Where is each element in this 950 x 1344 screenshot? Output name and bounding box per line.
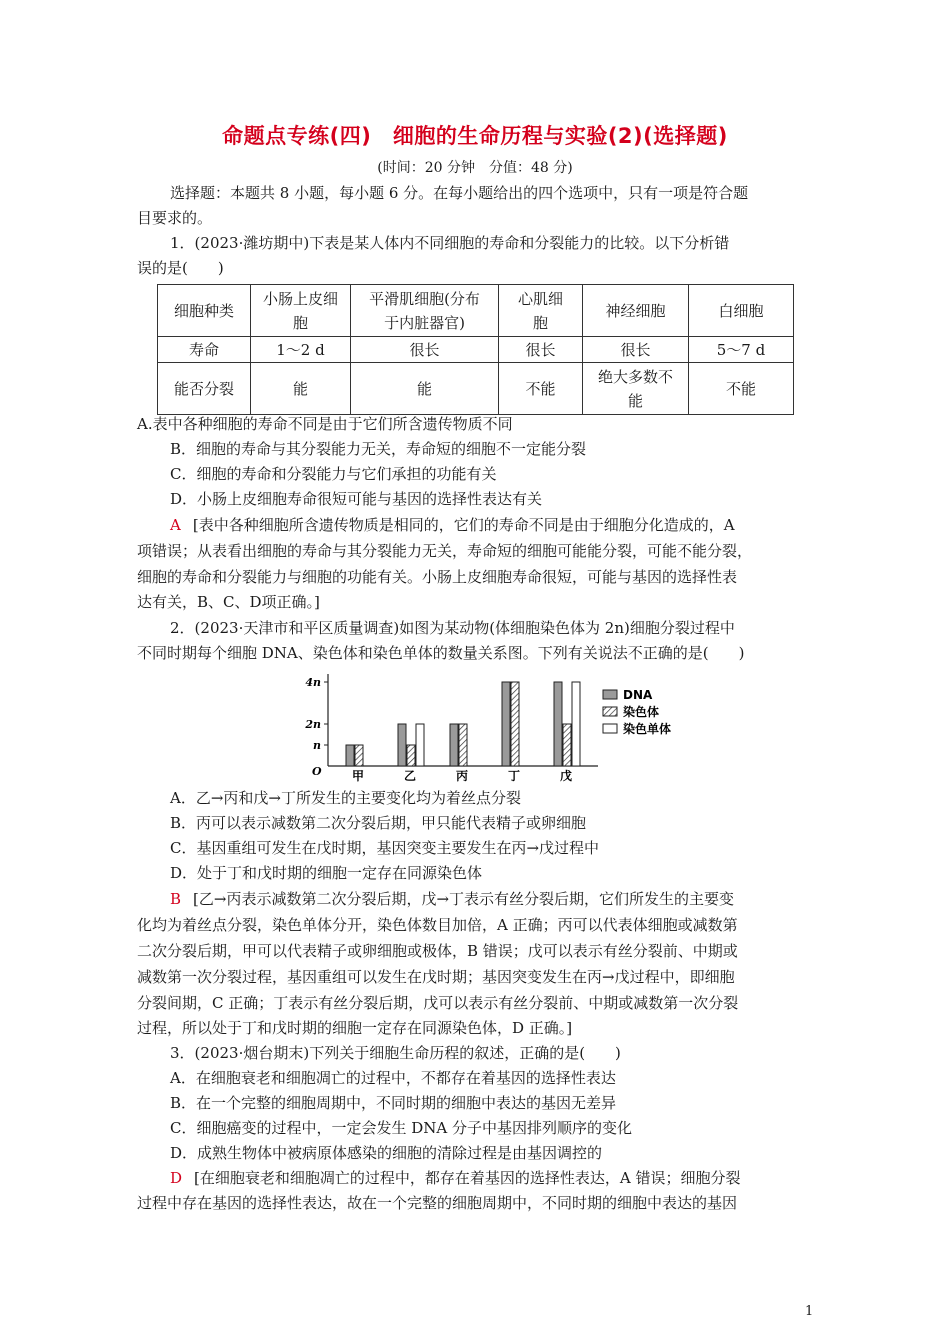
table-row <box>158 363 794 415</box>
table-header-cell: 细胞种类 <box>158 285 251 337</box>
dna-chromosome-bar-chart <box>298 670 688 785</box>
legend-label: 染色单体 <box>623 722 672 736</box>
table-header-cell: 心肌细 胞 <box>499 285 583 337</box>
q2-stem: 2．(2023·天津市和平区质量调查)如图为某动物(体细胞染色体为 2n)细胞分裂过程中 <box>170 619 735 637</box>
page-title: 命题点专练(四) 细胞的生命历程与实验(2)(选择题) <box>222 124 728 148</box>
q1-option-a: A.表中各种细胞的寿命不同是由于它们所含遗传物质不同 <box>137 415 513 433</box>
table-row <box>158 337 794 363</box>
x-category-label: 丁 <box>507 769 521 783</box>
origin-label: O <box>312 765 322 778</box>
table-header-cell: 神经细胞 <box>583 285 689 337</box>
q3-option-d: D．成熟生物体中被病原体感染的细胞的清除过程是由基因调控的 <box>170 1144 603 1162</box>
q1-explanation: 细胞的寿命和分裂能力与细胞的功能有关。小肠上皮细胞寿命很短，可能与基因的选择性表 <box>137 568 738 586</box>
q1-stem: 误的是( ) <box>137 259 224 277</box>
table-cell: 不能 <box>689 363 794 415</box>
table-cell: 能 <box>251 363 351 415</box>
legend-swatch <box>603 724 617 733</box>
table-cell: 绝大多数不 能 <box>583 363 689 415</box>
legend-label: 染色体 <box>623 705 660 719</box>
q2-option-a: A．乙→丙和戊→丁所发生的主要变化均为着丝点分裂 <box>170 789 521 807</box>
x-category-label: 甲 <box>351 769 365 783</box>
bar-染色单体 <box>572 682 580 766</box>
q1-option-c: C．细胞的寿命和分裂能力与它们承担的功能有关 <box>170 465 497 483</box>
legend-swatch <box>603 690 617 699</box>
table-cell: 1～2 d <box>251 337 351 363</box>
table-cell: 不能 <box>499 363 583 415</box>
table-cell: 5～7 d <box>689 337 794 363</box>
q2-explanation: 减数第一次分裂过程，基因重组可以发生在戊时期；基因突变发生在丙→戊过程中，即细胞 <box>137 968 735 986</box>
y-tick-label: n <box>313 739 321 752</box>
y-tick-label: 4n <box>305 676 321 689</box>
q1-answer: A <box>170 516 181 534</box>
bar-DNA <box>398 724 406 766</box>
q3-answer: D <box>170 1169 183 1187</box>
intro-line: 选择题：本题共 8 小题，每小题 6 分。在每小题给出的四个选项中，只有一项是符合题 <box>170 184 749 202</box>
table-cell: 能否分裂 <box>158 363 251 415</box>
q2-option-b: B．丙可以表示减数第二次分裂后期，甲只能代表精子或卵细胞 <box>170 814 587 832</box>
cell-comparison-table <box>157 284 794 415</box>
q3-explanation: D [在细胞衰老和细胞凋亡的过程中，都存在着基因的选择性表达，A 错误；细胞分裂 <box>170 1169 741 1187</box>
q1-stem: 1．(2023·潍坊期中)下表是某人体内不同细胞的寿命和分裂能力的比较。以下分析错 <box>170 234 730 252</box>
table-cell: 很长 <box>351 337 499 363</box>
q3-stem: 3．(2023·烟台期末)下列关于细胞生命历程的叙述，正确的是( ) <box>170 1044 621 1062</box>
q3-option-b: B．在一个完整的细胞周期中，不同时期的细胞中表达的基因无差异 <box>170 1094 617 1112</box>
q2-option-c: C．基因重组可发生在戊时期，基因突变主要发生在丙→戊过程中 <box>170 839 600 857</box>
table-cell: 很长 <box>583 337 689 363</box>
intro-line: 目要求的。 <box>137 209 213 227</box>
q2-explanation: 过程，所以处于丁和戊时期的细胞一定存在同源染色体，D 正确。] <box>137 1019 573 1037</box>
table-header-row <box>158 285 794 337</box>
table-cell: 寿命 <box>158 337 251 363</box>
bar-染色体 <box>407 745 415 766</box>
q2-explanation: 分裂间期，C 正确；丁表示有丝分裂后期，戊可以表示有丝分裂前、中期或减数第一次分裂 <box>137 994 739 1012</box>
bar-染色体 <box>511 682 519 766</box>
table-cell: 能 <box>351 363 499 415</box>
bar-DNA <box>450 724 458 766</box>
q3-explanation: 过程中存在基因的选择性表达，故在一个完整的细胞周期中，不同时期的细胞中表达的基因 <box>137 1194 738 1212</box>
table-cell: 很长 <box>499 337 583 363</box>
x-category-label: 丙 <box>455 769 469 783</box>
table-header-cell: 白细胞 <box>689 285 794 337</box>
bar-染色体 <box>459 724 467 766</box>
bar-DNA <box>554 682 562 766</box>
legend-swatch <box>603 707 617 716</box>
q1-option-b: B．细胞的寿命与其分裂能力无关，寿命短的细胞不一定能分裂 <box>170 440 587 458</box>
q3-option-c: C．细胞癌变的过程中，一定会发生 DNA 分子中基因排列顺序的变化 <box>170 1119 632 1137</box>
q2-answer: B <box>170 890 182 908</box>
table-header-cell: 平滑肌细胞(分布 于内脏器官) <box>351 285 499 337</box>
bar-DNA <box>346 745 354 766</box>
q2-explanation: 二次分裂后期，甲可以代表精子或卵细胞或极体，B 错误；戊可以表示有丝分裂前、中期或 <box>137 942 738 960</box>
q2-option-d: D．处于丁和戊时期的细胞一定存在同源染色体 <box>170 864 483 882</box>
legend-label: DNA <box>623 688 653 702</box>
bar-染色体 <box>355 745 363 766</box>
q1-explanation: 达有关，B、C、D项正确。] <box>137 593 320 611</box>
y-tick-label: 2n <box>305 718 321 731</box>
q2-stem: 不同时期每个细胞 DNA、染色体和染色单体的数量关系图。下列有关说法不正确的是( ) <box>137 644 745 662</box>
q1-explanation: A [表中各种细胞所含遗传物质是相同的，它们的寿命不同是由于细胞分化造成的，A <box>170 516 735 534</box>
table-header-cell: 小肠上皮细 胞 <box>251 285 351 337</box>
bar-染色体 <box>563 724 571 766</box>
time-score-info: (时间：20 分钟 分值：48 分) <box>377 160 573 176</box>
bar-DNA <box>502 682 510 766</box>
q2-explanation: B [乙→丙表示减数第二次分裂后期，戊→丁表示有丝分裂后期，它们所发生的主要变 <box>170 890 735 908</box>
q3-option-a: A．在细胞衰老和细胞凋亡的过程中，不都存在着基因的选择性表达 <box>170 1069 616 1087</box>
x-category-label: 戊 <box>559 769 573 783</box>
x-category-label: 乙 <box>403 769 417 783</box>
q2-explanation: 化均为着丝点分裂，染色单体分开，染色体数目加倍，A 正确；丙可以代表体细胞或减数第 <box>137 916 738 934</box>
q1-option-d: D．小肠上皮细胞寿命很短可能与基因的选择性表达有关 <box>170 490 543 508</box>
bar-染色单体 <box>416 724 424 766</box>
page-number: 1 <box>805 1304 814 1319</box>
q1-explanation: 项错误；从表看出细胞的寿命与其分裂能力无关，寿命短的细胞可能能分裂，可能不能分裂， <box>137 542 753 560</box>
